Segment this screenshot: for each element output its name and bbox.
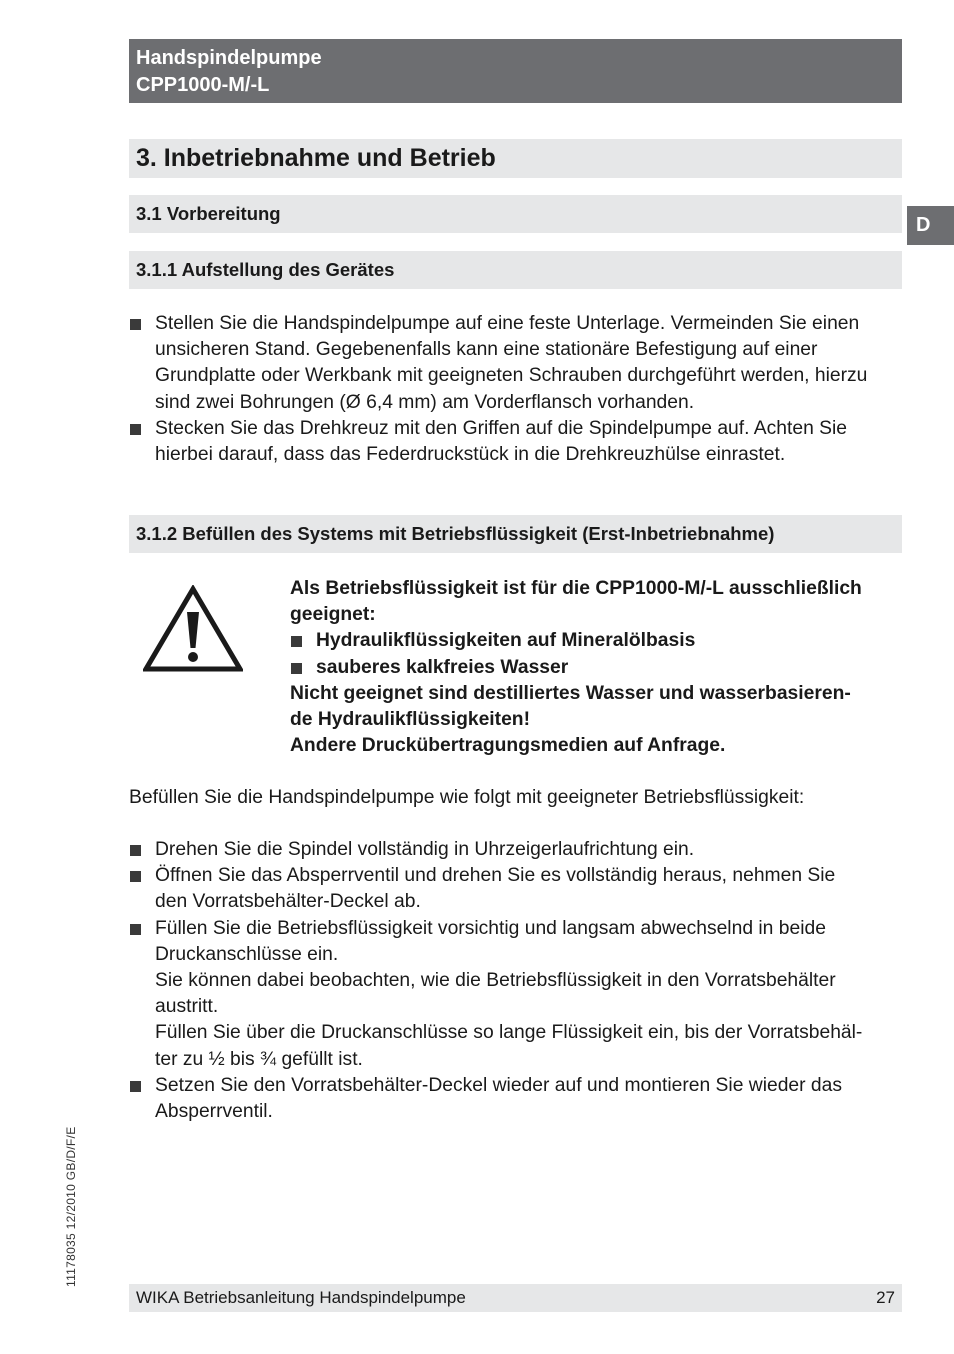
- warning-intro: Als Betriebsflüssigkeit ist für die CPP1000-M/-L ausschließlich geeignet:: [290, 578, 862, 626]
- fill-steps-list: [129, 837, 904, 1125]
- step-line: Füllen Sie über die Druckanschlüsse so lange Flüssigkeit ein, bis der Vorratsbehäl-: [155, 1022, 863, 1044]
- section-title: 3. Inbetriebnahme und Betrieb: [129, 139, 902, 178]
- step-line: ter zu ½ bis ¾ gefüllt ist.: [155, 1048, 363, 1070]
- header-title: Handspindelpumpe: [136, 47, 322, 69]
- step-line: den Vorratsbehälter-Deckel ab.: [155, 891, 421, 913]
- list-item: [129, 916, 904, 1073]
- list-item: Stellen Sie die Handspindelpumpe auf eine feste Unterlage. Vermeinden Sie einen unsicheren Stand. Gegebenenfalls kann eine stationäre Befestigung auf einer Grundplatte oder Werkbank mit geeigneten Schrauben durchgeführt werden, hierzu sind zwei Bohrungen (Ø 6,4 mm) am Vorderflansch vorhanden.: [129, 311, 904, 416]
- header-model: CPP1000-M/-L: [136, 74, 270, 96]
- warning-notice: [290, 576, 905, 759]
- page-number: 27: [876, 1288, 895, 1307]
- list-item: Hydraulikflüssigkeiten auf Mineralölbasis: [290, 628, 905, 654]
- subsection-title-preparation: 3.1 Vorbereitung: [129, 195, 902, 233]
- list-item: [129, 863, 904, 915]
- language-tab[interactable]: D: [907, 206, 954, 245]
- step-line: Füllen Sie die Betriebsflüssigkeit vorsichtig und langsam abwechselnd in beide: [155, 917, 826, 939]
- footer-text: WIKA Betriebsanleitung Handspindelpumpe: [136, 1288, 466, 1307]
- page-footer: [129, 1284, 902, 1312]
- step-line: Öffnen Sie das Absperrventil und drehen Sie es vollständig heraus, nehmen Sie: [155, 865, 836, 887]
- warning-triangle-icon: [143, 585, 243, 673]
- setup-list: [129, 311, 904, 468]
- list-item: [129, 837, 904, 863]
- step-line: Sie können dabei beobachten, wie die Betriebsflüssigkeit in den Vorratsbehälter: [155, 970, 836, 992]
- list-item: [129, 1073, 904, 1125]
- document-header: [129, 39, 902, 103]
- warning-other-media: Andere Druckübertragungsmedien auf Anfrage.: [290, 735, 726, 757]
- step-line: austritt.: [155, 996, 219, 1018]
- step-line: Absperrventil.: [155, 1101, 273, 1123]
- suitable-fluids-list: [290, 628, 905, 680]
- warning-not-suitable-cont: de Hydraulikflüssigkeiten!: [290, 709, 531, 731]
- warning-not-suitable: Nicht geeignet sind destilliertes Wasser und wasserbasieren-: [290, 682, 851, 704]
- step-line: Druckanschlüsse ein.: [155, 943, 339, 965]
- step-line: Drehen Sie die Spindel vollständig in Uhrzeigerlaufrichtung ein.: [155, 839, 695, 860]
- fill-intro: Befüllen Sie die Handspindelpumpe wie folgt mit geeigneter Betriebsflüssigkeit:: [129, 787, 805, 808]
- list-item: sauberes kalkfreies Wasser: [290, 655, 905, 681]
- subsection-title-setup: 3.1.1 Aufstellung des Gerätes: [129, 251, 902, 289]
- document-number: 11178035 12/2010 GB/D/F/E: [64, 1126, 78, 1287]
- subsection-title-filling: 3.1.2 Befüllen des Systems mit Betriebsflüssigkeit (Erst-Inbetriebnahme): [129, 515, 902, 553]
- step-line: Setzen Sie den Vorratsbehälter-Deckel wieder auf und montieren Sie wieder das: [155, 1074, 843, 1096]
- list-item: Stecken Sie das Drehkreuz mit den Griffen auf die Spindelpumpe auf. Achten Sie hierbei darauf, dass das Federdruckstück in die Drehkreuzhülse einrastet.: [129, 416, 904, 468]
